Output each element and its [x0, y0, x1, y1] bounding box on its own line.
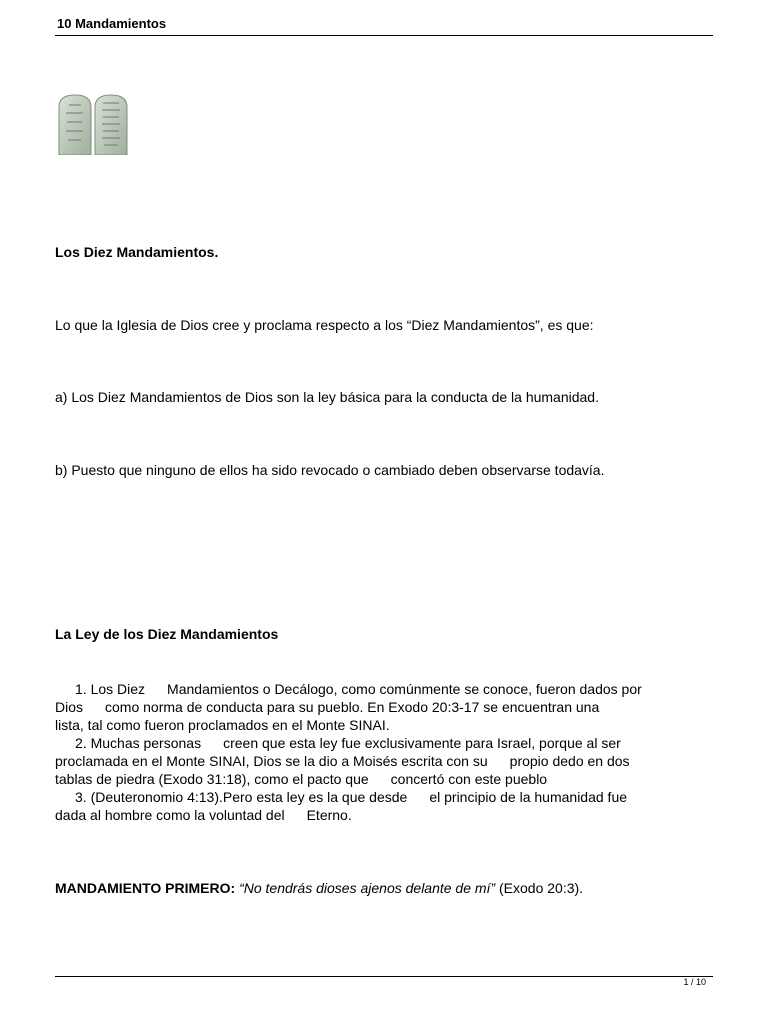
section-heading-la-ley: La Ley de los Diez Mandamientos [55, 626, 279, 642]
stone-tablets-icon [57, 93, 131, 155]
list-text: Eterno. [306, 807, 352, 823]
list-item-line [55, 752, 715, 770]
footer-divider [55, 976, 713, 977]
list-number: 3. [75, 789, 87, 805]
header-divider [55, 35, 713, 36]
list-text: dada al hombre como la voluntad del [55, 807, 285, 823]
list-text: Los Diez [90, 681, 146, 697]
numbered-list [55, 680, 715, 824]
list-text: propio dedo en dos [509, 753, 630, 769]
list-item [55, 680, 715, 698]
list-text: proclamada en el Monte SINAI, Dios se la dio a Moisés escrita con su [55, 753, 488, 769]
list-item-line [55, 806, 715, 824]
point-a-paragraph: a) Los Diez Mandamientos de Dios son la ley básica para la conducta de la humanidad. [55, 389, 599, 405]
list-text: Dios [55, 699, 84, 715]
list-text: lista, tal como fueron proclamados en el Monte SINAI. [55, 717, 390, 733]
list-item-line [55, 716, 715, 734]
page-number: 1 / 10 [683, 977, 706, 987]
intro-paragraph: Lo que la Iglesia de Dios cree y proclama respecto a los “Diez Mandamientos”, es que: [55, 317, 594, 333]
list-text: Muchas personas [90, 735, 202, 751]
list-number: 2. [75, 735, 87, 751]
list-item [55, 788, 715, 806]
list-text: Mandamientos o Decálogo, como comúnmente se conoce, fueron dados por [167, 681, 642, 697]
list-text: tablas de piedra (Exodo 31:18), como el pacto que [55, 771, 369, 787]
list-item-line [55, 698, 715, 716]
list-item-line [55, 770, 715, 788]
point-b-paragraph: b) Puesto que ninguno de ellos ha sido revocado o cambiado deben observarse todavía. [55, 462, 605, 478]
mandamiento-quote: “No tendrás dioses ajenos delante de mí” [239, 880, 496, 896]
mandamiento-label: MANDAMIENTO PRIMERO: [55, 880, 236, 896]
list-text: el principio de la humanidad fue [429, 789, 628, 805]
list-text: creen que esta ley fue exclusivamente para Israel, porque al ser [223, 735, 621, 751]
list-item [55, 734, 715, 752]
document-header-title: 10 Mandamientos [57, 16, 167, 31]
section-heading-los-diez-mandamientos: Los Diez Mandamientos. [55, 244, 219, 260]
mandamiento-reference: (Exodo 20:3). [499, 880, 584, 896]
list-number: 1. [75, 681, 87, 697]
list-text: concertó con este pueblo [390, 771, 548, 787]
mandamiento-primero [55, 879, 583, 897]
list-text: (Deuteronomio 4:13).Pero esta ley es la que desde [90, 789, 408, 805]
list-text: como norma de conducta para su pueblo. En Exodo 20:3-17 se encuentran una [105, 699, 600, 715]
